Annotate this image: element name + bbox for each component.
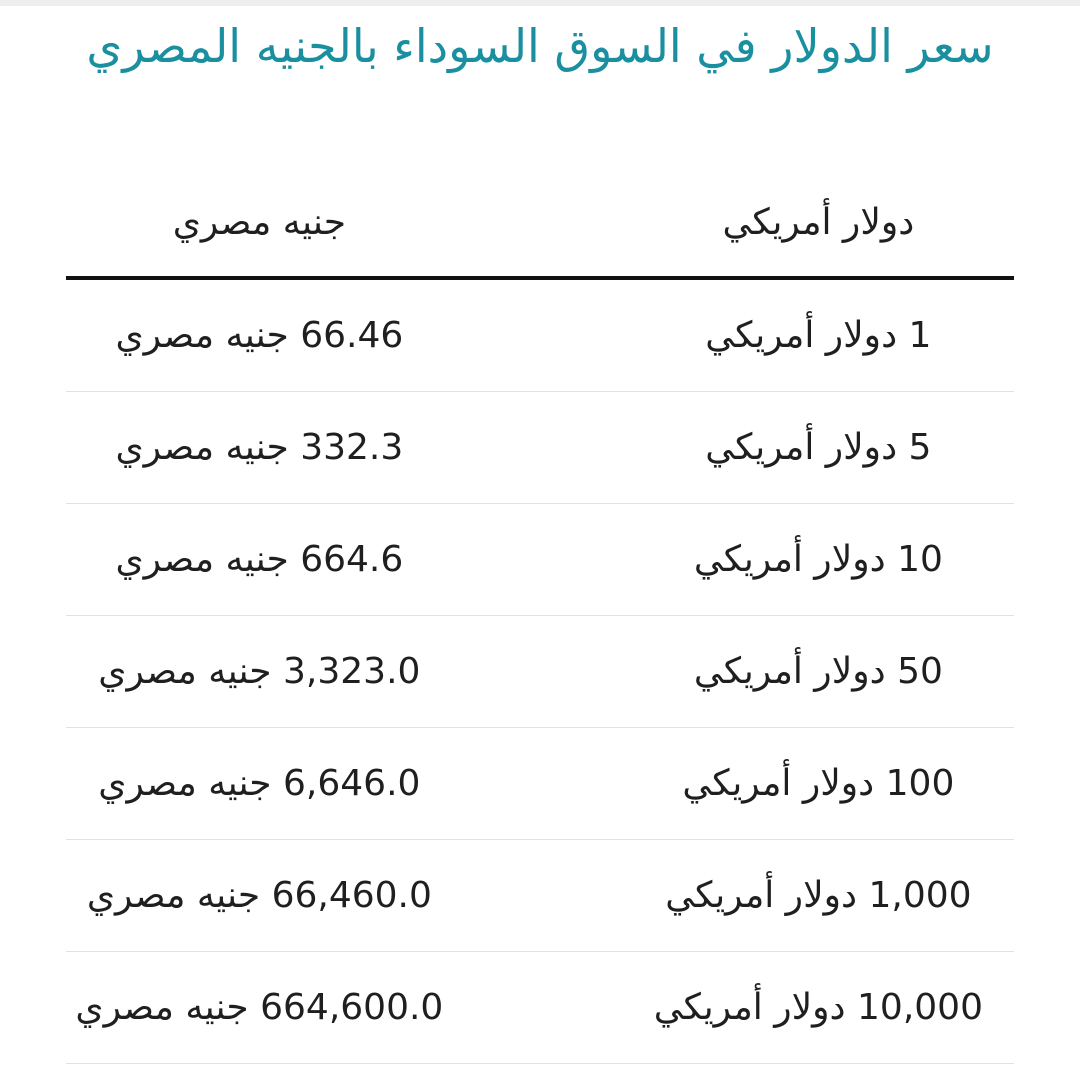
table-row — [66, 952, 1014, 1064]
table-row — [66, 278, 1014, 392]
cell-egp: 66,460.0 جنيه مصري — [66, 840, 553, 952]
table-header-row — [66, 168, 1014, 278]
cell-egp: 6,646.0 جنيه مصري — [66, 728, 553, 840]
cell-usd: 10,000 دولار أمريكي — [553, 952, 1014, 1064]
cell-egp: 332.3 جنيه مصري — [66, 392, 553, 504]
cell-usd: 50 دولار أمريكي — [553, 616, 1014, 728]
table-row — [66, 728, 1014, 840]
top-bar — [0, 0, 1080, 6]
table-row — [66, 392, 1014, 504]
cell-usd: 5 دولار أمريكي — [553, 392, 1014, 504]
table-row — [66, 616, 1014, 728]
cell-usd: 100 دولار أمريكي — [553, 728, 1014, 840]
cell-usd: 1 دولار أمريكي — [553, 278, 1014, 392]
header-usd: دولار أمريكي — [553, 168, 1014, 278]
table-row — [66, 840, 1014, 952]
page-title: سعر الدولار في السوق السوداء بالجنيه المصري — [86, 19, 994, 73]
exchange-rate-table — [66, 168, 1014, 1064]
cell-egp: 3,323.0 جنيه مصري — [66, 616, 553, 728]
header-egp: جنيه مصري — [66, 168, 553, 278]
cell-egp: 664,600.0 جنيه مصري — [66, 952, 553, 1064]
table-row — [66, 504, 1014, 616]
cell-usd: 1,000 دولار أمريكي — [553, 840, 1014, 952]
cell-usd: 10 دولار أمريكي — [553, 504, 1014, 616]
cell-egp: 66.46 جنيه مصري — [66, 278, 553, 392]
cell-egp: 664.6 جنيه مصري — [66, 504, 553, 616]
